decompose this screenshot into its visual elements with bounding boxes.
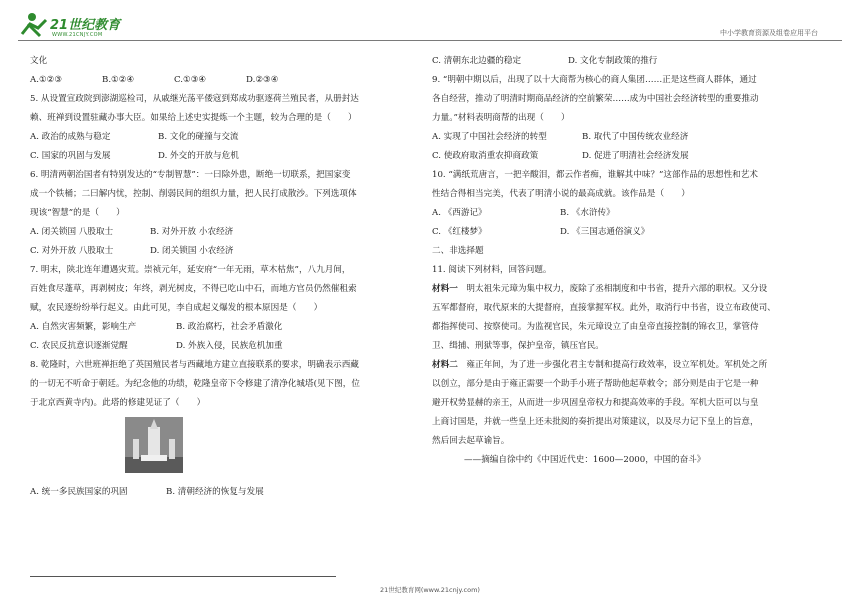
option-c: C.①③④ (174, 75, 207, 85)
question-10-line: 性结合得相当完美，代表了明清小说的最高成就。该作品是（ ） (432, 189, 690, 199)
material-2-line (432, 356, 832, 375)
question-10-line: 10. “满纸荒唐言，一把辛酸泪，都云作者痴，谁解其中味？”这部作品的思想性和艺术 (432, 170, 758, 180)
q5-options (30, 128, 422, 147)
material-1-line: 卫、缉捕、刑狱等事，保护皇帝，镇压官民。 (432, 341, 604, 351)
q10-options (432, 204, 832, 223)
option-a: A. 统一多民族国家的巩固 (30, 487, 128, 497)
question-5-line: 5. 从设置宣政院到澎湖巡检司，从戚继光荡平倭寇到郑成功驱逐荷兰殖民者，从册封达 (30, 94, 359, 104)
q8-options (432, 52, 832, 71)
q7-options (30, 318, 422, 337)
header-divider (18, 40, 842, 41)
material-1-line: 五军都督府，取代原来的大提督府，直接掌握军权。此外，取消行中书省，设立布政使司、 (432, 303, 776, 313)
question-7-line: 赋，农民逐纷纷举行起义。由此可见，李自成起义爆发的根本原因是（ ） (30, 303, 323, 313)
option-d: D. 外交的开放与危机 (158, 151, 239, 161)
option-a: A. 实现了中国社会经济的转型 (432, 132, 547, 142)
question-6-line: 成一个铁桶；二曰解内忧，控制、削弱民间的组织力量，把人民打成散沙。下列选项体 (30, 189, 357, 199)
left-column (30, 52, 422, 502)
platform-name: 中小学教育资源及组卷应用平台 (720, 29, 818, 37)
option-b: B.①②④ (102, 75, 135, 85)
q6-options (30, 223, 422, 242)
footer-divider (30, 576, 336, 577)
question-6-line: 现该“智慧”的是（ ） (30, 208, 125, 218)
brand-name: 21世纪教育 (50, 18, 121, 33)
question-6-line: 6. 明清两朝治国者有特别发达的“专制智慧”：一曰除外患，断绝一切联系，把国家变 (30, 170, 351, 180)
option-a: A. 《西游记》 (432, 208, 487, 218)
question-7-line: 7. 明末，陕北连年遭遇灾荒。崇祯元年，延安府“一年无雨，草木枯焦”，八九月间， (30, 265, 351, 275)
q10-options (432, 223, 832, 242)
question-5-line: 赖、班禅到设置驻藏办事大臣。如果给上述史实提炼一个主题，较为合理的是（ ） (30, 113, 357, 123)
brand-url: WWW.21CNJY.COM (52, 32, 103, 38)
right-column (432, 52, 832, 470)
option-b: B. 清朝经济的恢复与发展 (166, 487, 264, 497)
option-a: A. 自然灾害频繁，影响生产 (30, 322, 137, 332)
option-c: C. 农民反抗意识逐渐觉醒 (30, 341, 128, 351)
text-line: 文化 (30, 56, 48, 66)
question-8-line: 于北京西黄寺内)。此塔的修建见证了（ ） (30, 398, 206, 408)
q7-options (30, 337, 422, 356)
question-11-title: 11. 阅读下列材料，回答问题。 (432, 265, 552, 275)
option-b: B. 对外开放 小农经济 (150, 227, 234, 237)
option-b: B. 文化的碰撞与交流 (158, 132, 239, 142)
q9-options (432, 147, 832, 166)
option-a: A.①②③ (30, 75, 63, 85)
option-b: B. 《水浒传》 (560, 208, 615, 218)
option-c: C. 国家的巩固与发展 (30, 151, 111, 161)
q5-options (30, 147, 422, 166)
q4-options (30, 71, 422, 90)
material-text: 雍正年间，为了进一步强化君主专制和提高行政效率，设立军机处。军机处之所 (457, 360, 768, 370)
q8-options (30, 483, 422, 502)
material-2-line: 避开权势显赫的亲王，从而进一步巩固皇帝权力和提高效率的手段。军机大臣可以与皇 (432, 398, 759, 408)
material-2-line: 上商讨国是，并就一些皇上还未批阅的奏折提出对策建议，以及尽力记下皇上的旨意， (432, 417, 759, 427)
option-b: B. 取代了中国传统农业经济 (582, 132, 689, 142)
footer-text: 21世纪教育网(www.21cnjy.com) (380, 586, 480, 594)
material-label: 材料一 (432, 284, 458, 294)
question-9-line: 9. “明朝中期以后，出现了以十大商帮为核心的商人集团……正是这些商人群体，通过 (432, 75, 757, 85)
option-c: C. 对外开放 八股取士 (30, 246, 114, 256)
option-d: D. 《三国志通俗演义》 (560, 227, 650, 237)
option-a: A. 闭关锁国 八股取士 (30, 227, 114, 237)
question-7-line: 百姓食尽蓬草，再剥树皮；年终，剥光树皮，不得已吃山中石，而地方官员仍然催租索 (30, 284, 357, 294)
option-d: D.②③④ (246, 75, 279, 85)
material-2-line: 然后回去起草谕旨。 (432, 436, 510, 446)
material-1-line: 都指挥使司、按察使司。为监视官民，朱元璋设立了由皇帝直接控制的锦衣卫，掌管侍 (432, 322, 759, 332)
option-d: D. 闭关锁国 小农经济 (150, 246, 234, 256)
option-d: D. 促进了明清社会经济发展 (582, 151, 689, 161)
q9-options (432, 128, 832, 147)
option-c: C. 《红楼梦》 (432, 227, 487, 237)
material-1-line (432, 280, 832, 299)
question-9-line: 力量。”材料表明商帮的出现（ ） (432, 113, 570, 123)
material-label: 材料二 (432, 360, 458, 370)
question-8-line: 的一切无不听命于朝廷。为纪念他的功绩，乾隆皇帝下令修建了清净化城塔(见下图，位 (30, 379, 360, 389)
q6-options (30, 242, 422, 261)
question-9-line: 各自经营，推动了明清时期商品经济的空前繁荣……成为中国社会经济转型的重要推动 (432, 94, 759, 104)
material-text: 明太祖朱元璋为集中权力，废除了丞相制度和中书省，提升六部的职权。又分设 (457, 284, 768, 294)
option-c: C. 清朝东北边疆的稳定 (432, 56, 522, 66)
pagoda-photo (125, 417, 183, 473)
source-citation: ——摘编自徐中约《中国近代史：1600—2000，中国的奋斗》 (464, 455, 706, 465)
question-8-line: 8. 乾隆时，六世班禅拒绝了英国殖民者与西藏地方建立直接联系的要求，明确表示西藏 (30, 360, 359, 370)
option-c: C. 使政府取消重农抑商政策 (432, 151, 539, 161)
material-2-line: 以创立，部分是由于雍正需要一个助手小班子帮助他起草敕令；部分则是由于它是一种 (432, 379, 759, 389)
option-d: D. 外族入侵，民族危机加重 (176, 341, 283, 351)
option-d: D. 文化专制政策的推行 (568, 56, 658, 66)
option-b: B. 政治腐朽，社会矛盾激化 (176, 322, 283, 332)
option-a: A. 政治的成熟与稳定 (30, 132, 111, 142)
section-heading: 二、非选择题 (432, 246, 484, 256)
